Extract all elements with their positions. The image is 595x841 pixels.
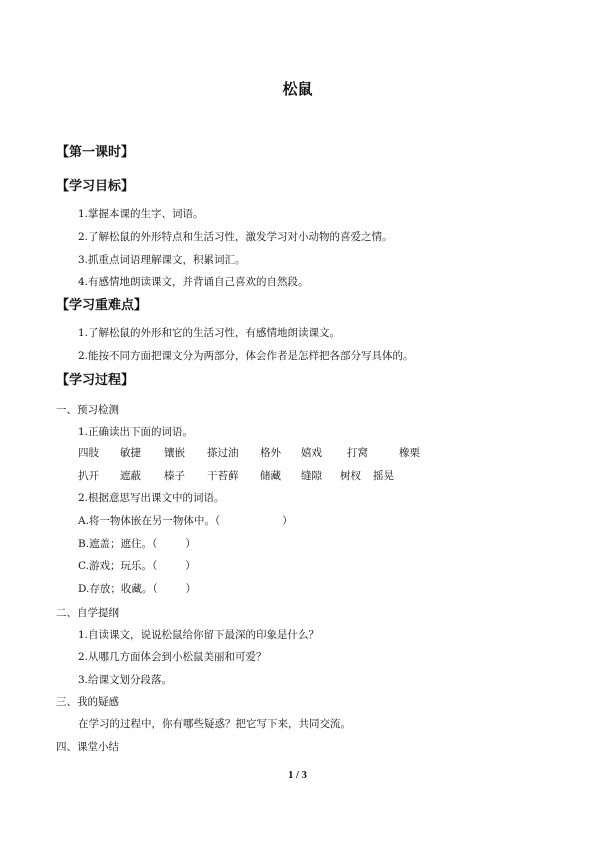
definition-item: C.游戏；玩乐。（ ） [78, 560, 196, 572]
vocab-row-1 [78, 446, 498, 460]
vocab-word: 榛子 [164, 470, 185, 482]
outline-item: 2.从哪几方面体会到小松鼠美丽和可爱？ [78, 651, 267, 663]
vocab-word: 橡栗 [399, 447, 420, 459]
key-point-item: 1.了解松鼠的外形和它的生活习性，有感情地朗读课文。 [78, 327, 341, 339]
definition-item: B.遮盖；遮住。（ ） [78, 538, 196, 550]
goal-item: 1.掌握本课的生字、词语。 [78, 208, 204, 220]
vocab-row-2 [78, 469, 498, 483]
part1-q2: 2.根据意思写出课文中的词语。 [78, 492, 225, 504]
vocab-word: 储藏 [260, 470, 281, 482]
part3-text: 在学习的过程中，你有哪些疑惑？把它写下来，共同交流。 [78, 718, 351, 730]
section-lesson: 【第一课时】 [56, 145, 135, 160]
vocab-word: 搽过油 [207, 447, 239, 459]
page-title: 松鼠 [282, 80, 313, 98]
vocab-word: 干苔藓 [207, 470, 239, 482]
part1-heading: 一、预习检测 [56, 404, 119, 416]
vocab-word: 打窝 [347, 447, 368, 459]
vocab-word: 缝隙 [301, 470, 322, 482]
goal-item: 4.有感情地朗读课文，并背诵自己喜欢的自然段。 [78, 276, 309, 288]
goal-item: 2.了解松鼠的外形特点和生活习性，激发学习对小动物的喜爱之情。 [78, 231, 393, 243]
part1-q1: 1.正确读出下面的词语。 [78, 426, 194, 438]
vocab-word: 树杈 [340, 470, 361, 482]
section-goals: 【学习目标】 [56, 179, 135, 194]
vocab-word: 四肢 [78, 447, 99, 459]
vocab-word: 敏捷 [120, 447, 141, 459]
definition-item: D.存放；收藏。（ ） [78, 583, 197, 595]
vocab-word: 嬉戏 [301, 447, 322, 459]
outline-item: 1.自读课文，说说松鼠给你留下最深的印象是什么？ [78, 629, 320, 641]
page-number: 1 / 3 [288, 770, 307, 781]
definition-item: A.将一物体嵌在另一物体中。（ ） [78, 515, 293, 527]
part2-heading: 二、自学提纲 [56, 607, 119, 619]
outline-item: 3.给课文划分段落。 [78, 674, 173, 686]
goal-item: 3.抓重点词语理解课文，积累词汇。 [78, 254, 246, 266]
key-point-item: 2.能按不同方面把课文分为两部分，体会作者是怎样把各部分写具体的。 [78, 350, 414, 362]
section-key-points: 【学习重难点】 [56, 298, 148, 313]
vocab-word: 扒开 [78, 470, 99, 482]
vocab-word: 遮蔽 [120, 470, 141, 482]
vocab-word: 格外 [260, 447, 281, 459]
vocab-word: 镶嵌 [164, 447, 185, 459]
part3-heading: 三、我的疑感 [56, 696, 119, 708]
vocab-word: 摇晃 [373, 470, 394, 482]
part4-heading: 四、课堂小结 [56, 741, 119, 753]
section-process: 【学习过程】 [56, 373, 135, 388]
